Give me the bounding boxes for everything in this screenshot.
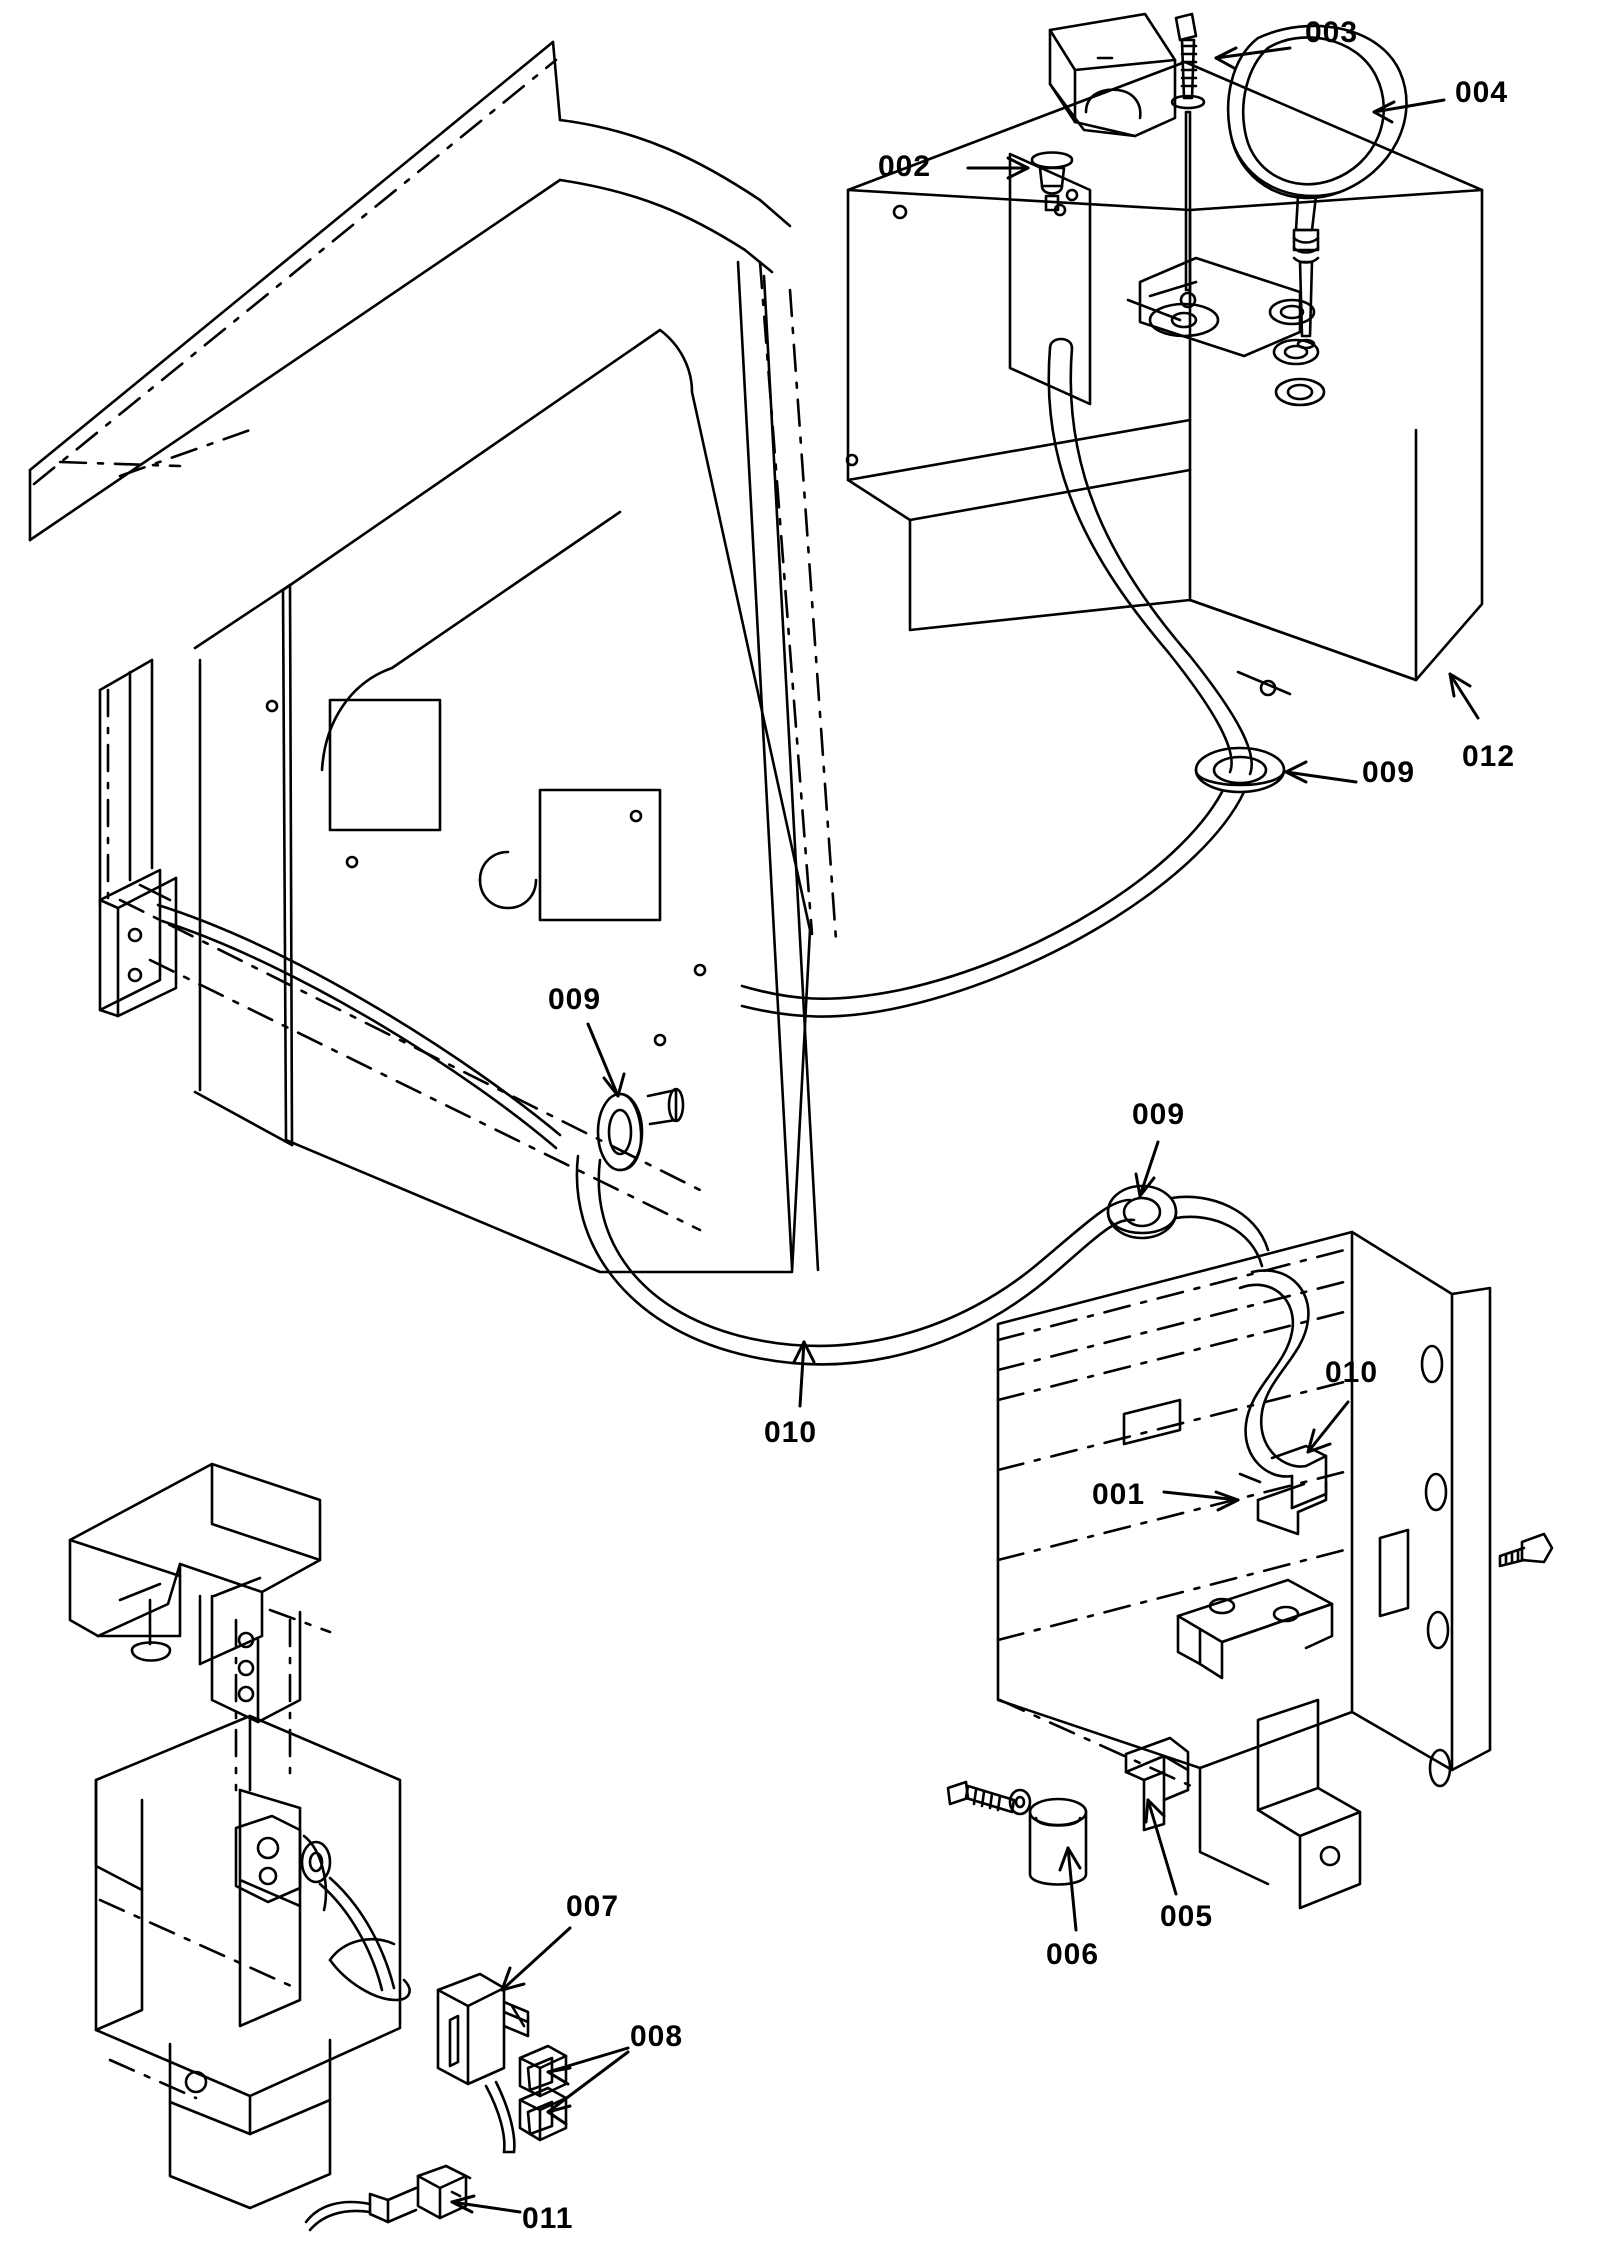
callout-008: 008 [630,2020,684,2053]
frame-bolt [1500,1534,1552,1566]
callout-001: 001 [1092,1478,1146,1511]
callout-004: 004 [1455,76,1509,109]
switch-bracket-assembly [438,1974,528,2084]
callout-002: 002 [878,150,932,183]
callout-leaders [452,48,1478,2212]
cap-screw [948,1782,1030,1814]
callout-013: 012 [1462,740,1516,773]
callout-009-upper: 009 [1362,756,1416,789]
lamp-mount-tabs [1128,258,1324,405]
lamp-bolt [1172,14,1204,307]
cab-back-panel [120,585,705,1230]
seat-base-assembly [70,1464,330,1790]
right-frame-panel [998,1232,1490,1908]
harness-upper-run [1049,339,1252,774]
left-mount-bracket [100,660,176,1016]
callout-006: 006 [1046,1938,1100,1971]
harness-grommet-lower [1108,1186,1268,1266]
cab-roof-panel [30,42,790,540]
work-lamp [1228,26,1406,348]
harness-left-run [158,905,560,1148]
callout-010: 010 [764,1416,818,1449]
callout-009-lower: 009 [1132,1098,1186,1131]
harness-grommet-middle [598,1089,683,1170]
callout-005: 005 [1160,1900,1214,1933]
terminal-connectors [486,2046,566,2152]
cylindrical-connector-cap [1030,1799,1086,1885]
wire-retaining-clip [1126,1738,1188,1830]
wiring-harness [577,1156,1134,1364]
lamp-mounting-bracket [1050,14,1175,136]
callout-009-middle: 009 [548,983,602,1016]
inline-connector [306,2166,470,2230]
floor-pan [96,1716,400,2208]
cab-rear-window [283,262,836,1272]
callout-007: 007 [566,1890,620,1923]
harness-mid-run [742,792,1244,1017]
harness-grommet-upper [1196,748,1284,792]
callout-012: 011 [522,2202,574,2235]
callout-003: 003 [1305,16,1359,49]
mounting-plate [1178,1580,1332,1678]
callout-011: 010 [1325,1356,1379,1389]
